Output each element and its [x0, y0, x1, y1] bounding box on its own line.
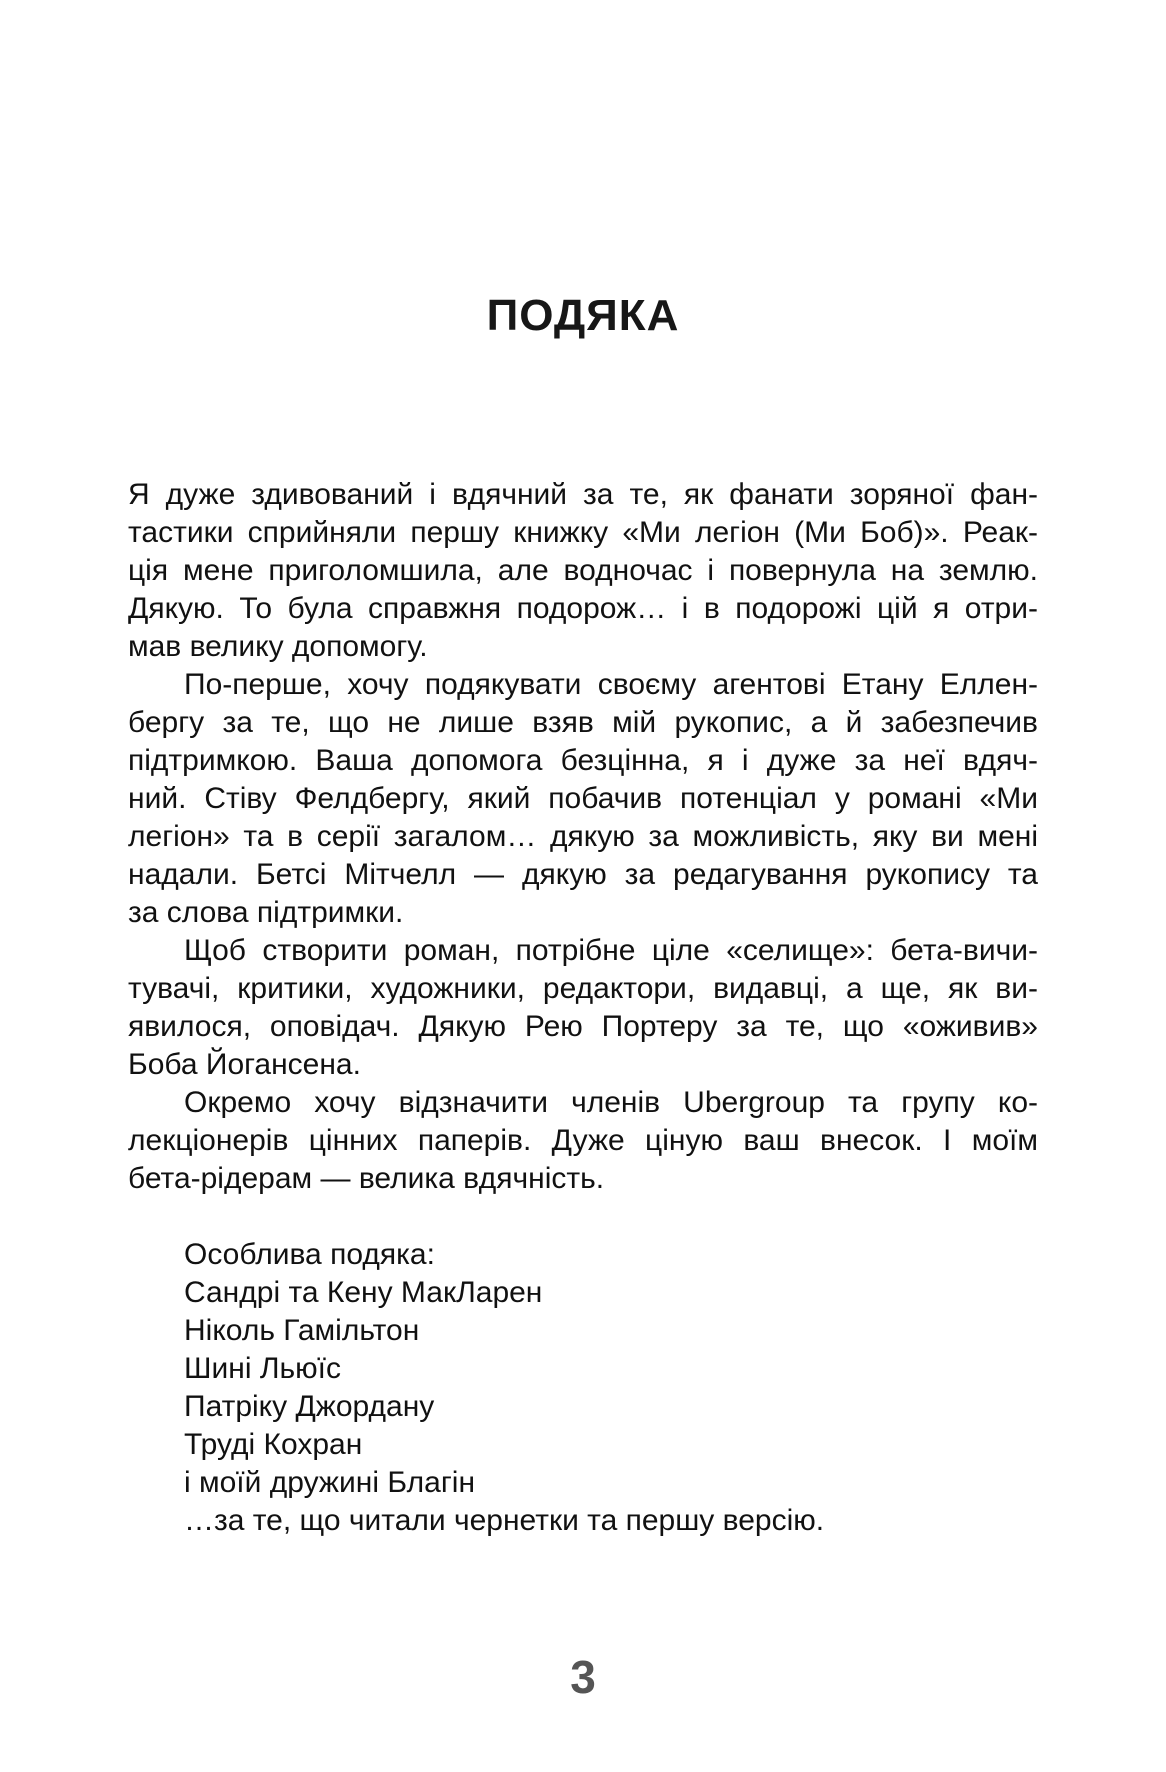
text-line: Окремо хочу відзначити членів Ubergroup та групу ко- [184, 1086, 1038, 1119]
text-line: мав велику допомогу. [128, 630, 428, 663]
paragraph-agent [128, 666, 1038, 932]
text-line: Я дуже здивований і вдячний за те, як фанати зоряної фан- [128, 478, 1038, 511]
text-line: тастики сприйняли першу книжку «Ми легіон (Ми Боб)». Реак- [128, 516, 1038, 549]
text-line: Дякую. То була справжня подорож… і в подорожі цій я отри- [128, 592, 1038, 625]
special-thanks-list [128, 1236, 1038, 1540]
text-line: ний. Стіву Фелдбергу, який побачив потенціал у романі «Ми [128, 782, 1038, 815]
body-text [128, 476, 1038, 1540]
paragraph-village [128, 932, 1038, 1084]
text-line: бергу за те, що не лише взяв мій рукопис, а й забезпечив [128, 706, 1038, 739]
text-line: Боба Йогансена. [128, 1048, 361, 1081]
text-line: Особлива подяка: [184, 1238, 435, 1271]
text-line: за слова підтримки. [128, 896, 404, 929]
text-line: Щоб створити роман, потрібне ціле «селище»: бета-вичи- [184, 934, 1038, 967]
text-line: Шині Льюїс [184, 1352, 341, 1385]
chapter-title: ПОДЯКА [486, 291, 680, 340]
text-line: Патріку Джордану [184, 1390, 435, 1423]
text-line: підтримкою. Ваша допомога безцінна, я і дуже за неї вдяч- [128, 744, 1038, 777]
page-number: 3 [570, 1651, 596, 1703]
text-line: Сандрі та Кену МакЛарен [184, 1276, 543, 1309]
text-line: і моїй дружині Благін [184, 1466, 476, 1499]
text-line: бета-рідерам — велика вдячність. [128, 1162, 605, 1195]
text-line: ція мене приголомшила, але водночас і повернула на землю. [128, 554, 1038, 587]
paragraph-ubergroup [128, 1084, 1038, 1198]
text-line: Ніколь Гамільтон [184, 1314, 420, 1347]
text-line: Труді Кохран [184, 1428, 363, 1461]
paragraph-intro [128, 476, 1038, 666]
text-line: …за те, що читали чернетки та першу версію. [184, 1504, 825, 1537]
text-line: надали. Бетсі Мітчелл — дякую за редагування рукопису та [128, 858, 1038, 891]
text-line: тувачі, критики, художники, редактори, видавці, а ще, як ви- [128, 972, 1038, 1005]
text-line: лекціонерів цінних паперів. Дуже ціную ваш внесок. І моїм [128, 1124, 1038, 1157]
text-line: По-перше, хочу подякувати своєму агентові Етану Еллен- [184, 668, 1038, 701]
text-line: явилося, оповідач. Дякую Рею Портеру за те, що «оживив» [128, 1010, 1038, 1043]
text-line: легіон» та в серії загалом… дякую за можливість, яку ви мені [128, 820, 1038, 853]
